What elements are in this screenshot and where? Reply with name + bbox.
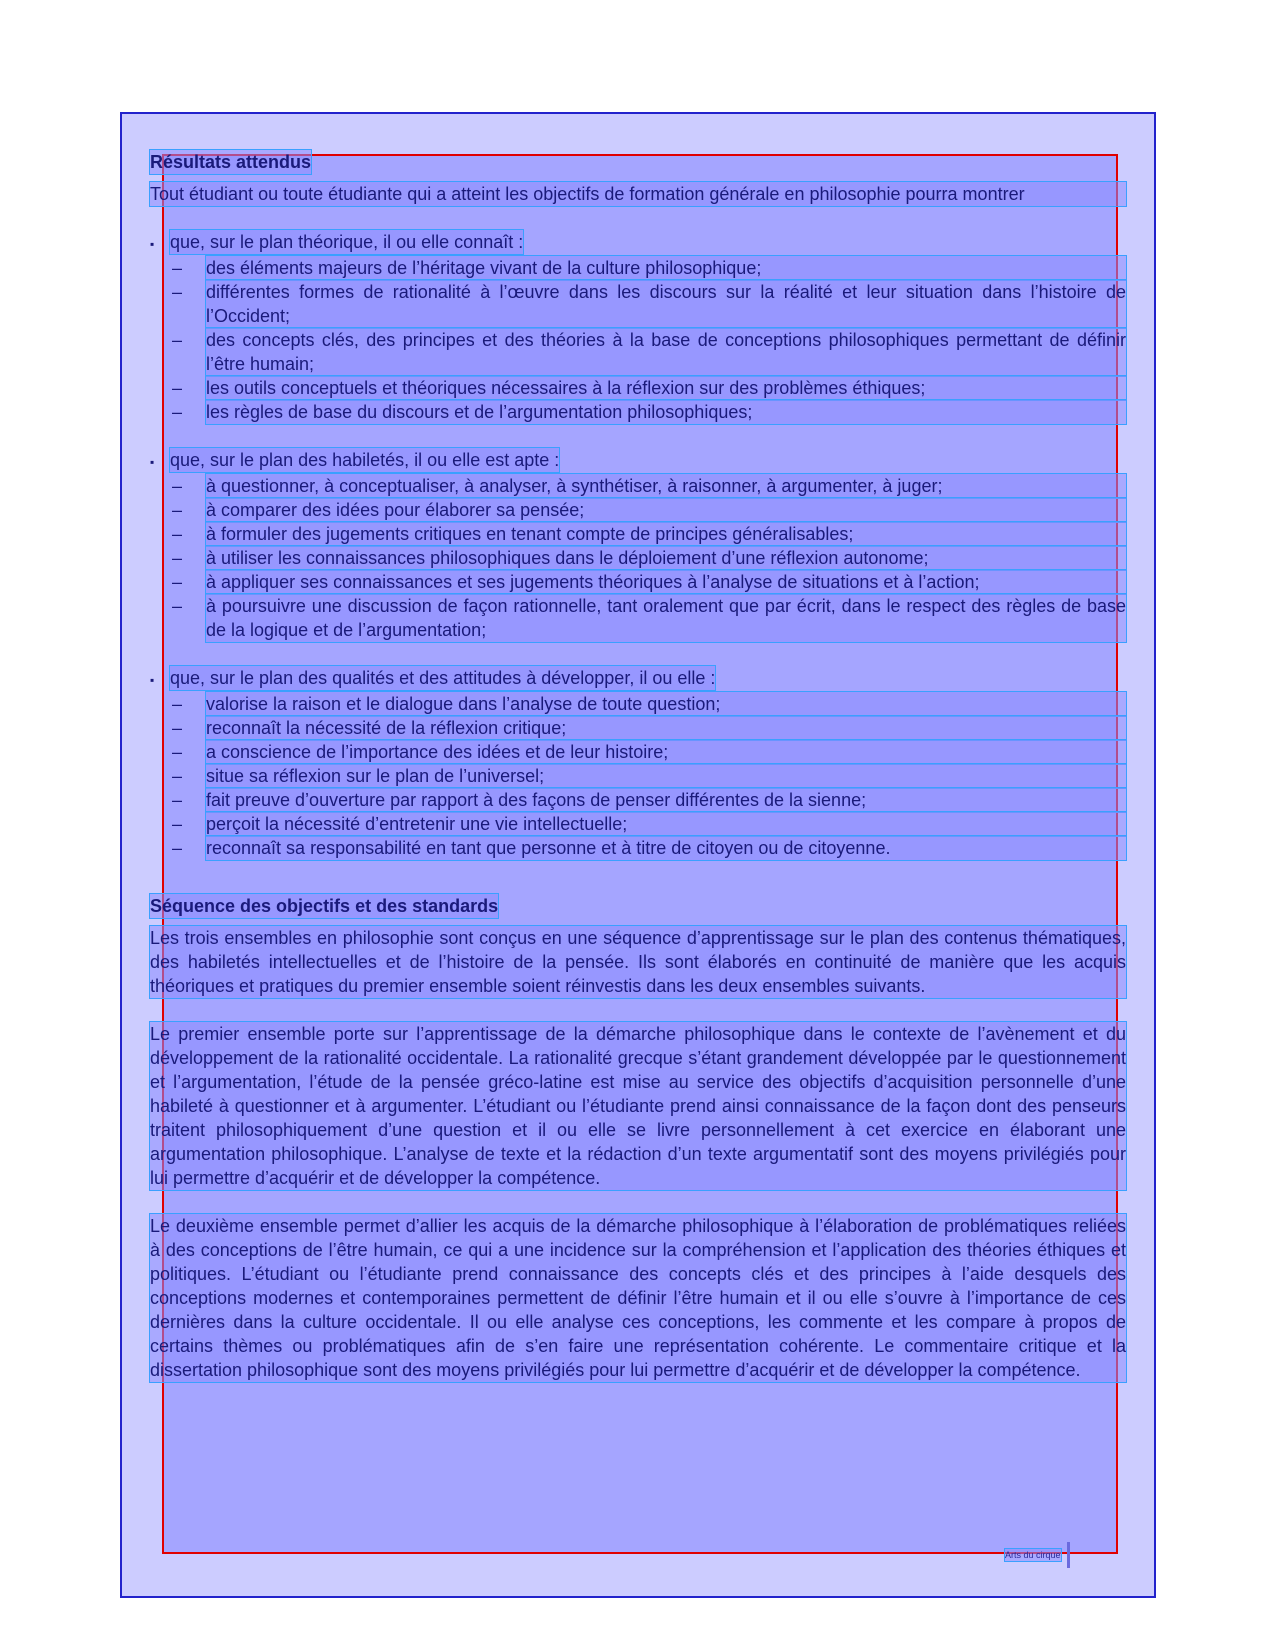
dash-bullet-icon: – [172,524,183,544]
dash-bullet-icon: – [172,814,183,834]
list-item [150,764,1126,788]
dash-bullet-icon: – [172,838,183,858]
list-item [150,716,1126,740]
list-item [150,376,1126,400]
list-item-text: reconnaît sa responsabilité en tant que personne et à titre de citoyen ou de citoyenne. [206,836,1126,860]
dash-bullet-icon: – [172,378,183,398]
list-habiletes [150,474,1126,642]
list-item [150,692,1126,716]
list-item [150,546,1126,570]
dash-bullet-icon: – [172,766,183,786]
list-qualites [150,692,1126,860]
crosshair-marker-icon [1067,1542,1070,1568]
list-item-text: fait preuve d’ouverture par rapport à des façons de penser différentes de la sienne; [206,788,1126,812]
list-item [150,498,1126,522]
dash-bullet-icon: – [172,790,183,810]
footer-text: Arts du cirque [1005,1550,1061,1560]
group-lead-theorique [150,230,1126,256]
paragraph-sequence-2: Le premier ensemble porte sur l’apprentissage de la démarche philosophique dans le contexte de l’avènement et du développement de la rationalité occidentale. La rationalité grecque s’étant grandement développée par le questionnement et l’argumentation, l’étude de la pensée gréco-latine est mise au service des objectifs d’acquisition personnelle d’une habileté à questionner et à argumenter. L’étudiant ou l’étudiante prend ainsi connaissance de la façon dont des penseurs traitent philosophiquement d’une question et il ou elle se livre personnellement à cet exercice en élaborant une argumentation philosophique. L’analyse de texte et la rédaction d’un texte argumentatif sont des moyens privilégiés pour lui permettre d’acquérir et de développer la compétence. [150,1024,1126,1188]
dash-bullet-icon: – [172,476,183,496]
list-item-text: perçoit la nécessité d’entretenir une vie intellectuelle; [206,812,1126,836]
dash-bullet-icon: – [172,694,183,714]
dash-bullet-icon: – [172,742,183,762]
paragraph-sequence-3: Le deuxième ensemble permet d’allier les acquis de la démarche philosophique à l’élaboration de problématiques reliées à des conceptions de l’être humain, ce qui a une incidence sur la compréhension et l’application des théories éthiques et politiques. L’étudiant ou l’étudiante prend connaissance des concepts clés et des principes à l’aide desquels des conceptions modernes et contemporaines permettent de définir l’être humain et il ou elle s’ouvre à l’importance de ces dernières dans la culture occidentale. Il ou elle analyse ces conceptions, les commente et les compare à propos de certains thèmes ou problématiques afin de s’en faire une représentation cohérente. Le commentaire critique et la dissertation philosophique sont des moyens privilégiés pour lui permettre d’acquérir et de développer la compétence. [150,1216,1126,1380]
list-item [150,400,1126,424]
list-item [150,280,1126,328]
list-item [150,812,1126,836]
document-content [150,150,1126,1406]
dash-bullet-icon: – [172,402,183,422]
dash-bullet-icon: – [172,258,183,278]
group-qualites [150,666,1126,860]
paragraph-sequence-1: Les trois ensembles en philosophie sont conçus en une séquence d’apprentissage sur le plan des contenus thématiques, des habiletés intellectuelles et de l’histoire de la pensée. Ils sont élaborés en continuité de manière que les acquis théoriques et pratiques du premier ensemble soient réinvestis dans les deux ensembles suivants. [150,928,1126,996]
list-item-text: les outils conceptuels et théoriques nécessaires à la réflexion sur des problèmes éthiques; [206,376,1126,400]
heading-resultats-attendus: Résultats attendus [150,152,312,172]
square-bullet-icon: ▪ [150,455,155,469]
list-item-text: à appliquer ses connaissances et ses jugements théoriques à l’analyse de situations et à l’action; [206,570,1126,594]
square-bullet-icon: ▪ [150,673,155,687]
dash-bullet-icon: – [172,718,183,738]
list-item-text: des éléments majeurs de l’héritage vivant de la culture philosophique; [206,256,1126,280]
group-lead-text: que, sur le plan des qualités et des attitudes à développer, il ou elle : [170,668,716,688]
list-item-text: reconnaît la nécessité de la réflexion critique; [206,716,1126,740]
heading-sequence-objectifs: Séquence des objectifs et des standards [150,896,499,916]
group-lead-text: que, sur le plan des habiletés, il ou elle est apte : [170,450,560,470]
section-title-sequence [150,894,1126,918]
list-item [150,594,1126,642]
list-item [150,570,1126,594]
list-item [150,788,1126,812]
list-item-text: à formuler des jugements critiques en tenant compte de principes généralisables; [206,522,1126,546]
list-item-text: a conscience de l’importance des idées et de leur histoire; [206,740,1126,764]
intro-paragraph: Tout étudiant ou toute étudiante qui a atteint les objectifs de formation générale en philosophie pourra montrer [150,182,1126,206]
list-item-text: les règles de base du discours et de l’argumentation philosophiques; [206,400,1126,424]
group-lead-qualites [150,666,1126,692]
list-item-text: situe sa réflexion sur le plan de l’universel; [206,764,1126,788]
list-item [150,836,1126,860]
list-item [150,740,1126,764]
dash-bullet-icon: – [172,548,183,568]
dash-bullet-icon: – [172,596,183,616]
dash-bullet-icon: – [172,500,183,520]
dash-bullet-icon: – [172,282,183,302]
list-item-text: à comparer des idées pour élaborer sa pensée; [206,498,1126,522]
list-item [150,256,1126,280]
dash-bullet-icon: – [172,572,183,592]
list-item [150,474,1126,498]
square-bullet-icon: ▪ [150,237,155,251]
group-habiletes [150,448,1126,642]
dash-bullet-icon: – [172,330,183,350]
list-item-text: à questionner, à conceptualiser, à analyser, à synthétiser, à raisonner, à argumenter, à juger; [206,474,1126,498]
section-title-resultats [150,150,1126,174]
list-item [150,522,1126,546]
page-footer [1005,1542,1070,1568]
list-item-text: à poursuivre une discussion de façon rationnelle, tant oralement que par écrit, dans le respect des règles de base de la logique et de l’argumentation; [206,596,1126,640]
group-lead-habiletes [150,448,1126,474]
list-item-text: valorise la raison et le dialogue dans l’analyse de toute question; [206,692,1126,716]
list-item-text: des concepts clés, des principes et des théories à la base de conceptions philosophiques permettant de définir l’être humain; [206,330,1126,374]
list-item [150,328,1126,376]
list-theorique [150,256,1126,424]
group-lead-text: que, sur le plan théorique, il ou elle connaît : [170,232,524,252]
list-item-text: à utiliser les connaissances philosophiques dans le déploiement d’une réflexion autonome; [206,546,1126,570]
list-item-text: différentes formes de rationalité à l’œuvre dans les discours sur la réalité et leur situation dans l’histoire de l’Occident; [206,282,1126,326]
group-theorique [150,230,1126,424]
